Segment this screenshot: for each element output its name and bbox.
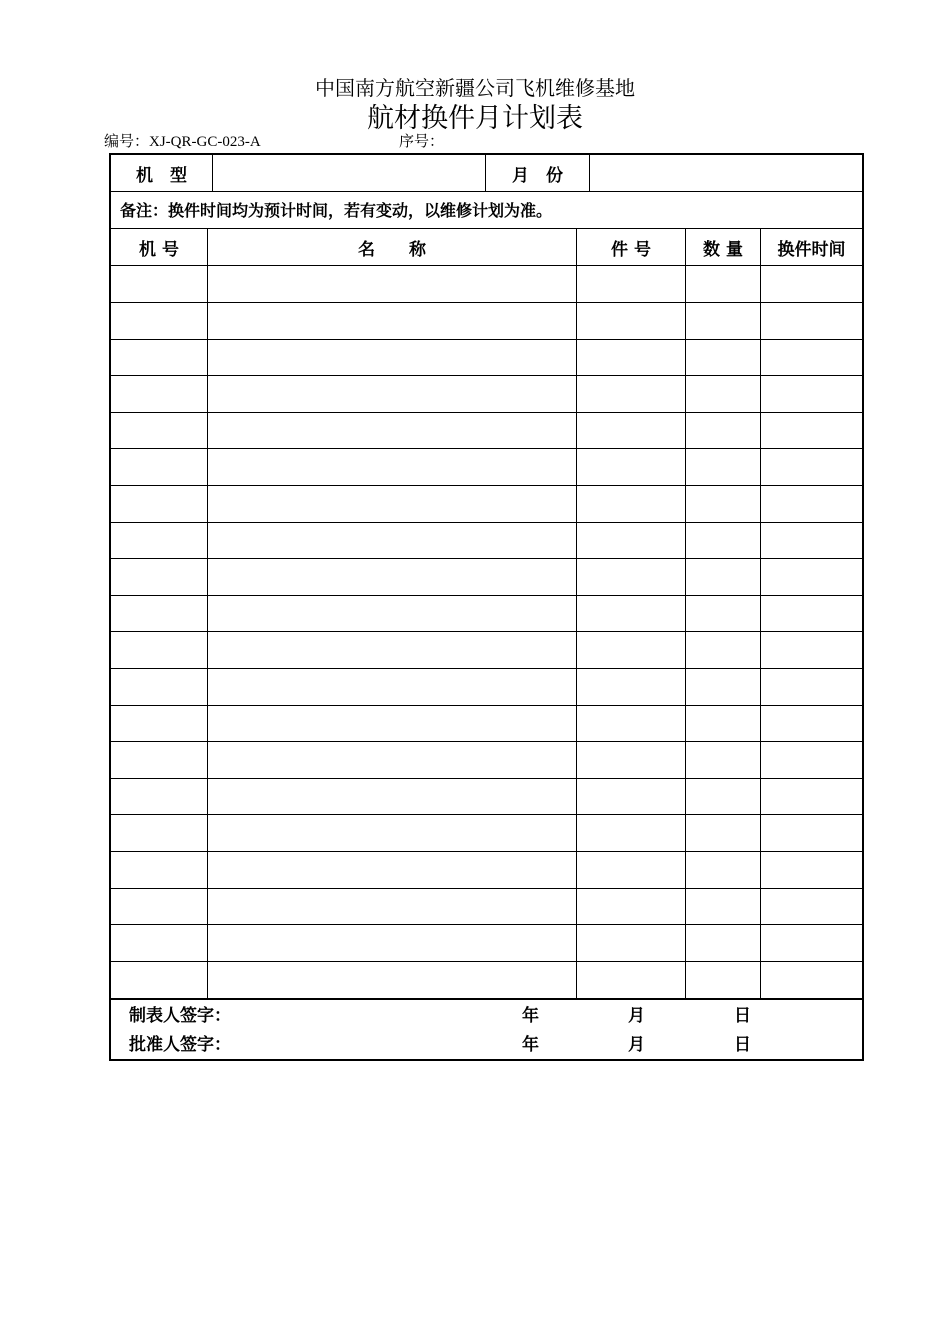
aircraft-no-cell[interactable] xyxy=(111,815,207,851)
part-no-cell[interactable] xyxy=(577,778,685,814)
part-no-cell[interactable] xyxy=(577,961,685,997)
quantity-cell[interactable] xyxy=(686,449,760,485)
aircraft-no-cell[interactable] xyxy=(111,522,207,558)
column-header-quantity: 数 量 xyxy=(703,239,743,260)
month-field[interactable] xyxy=(590,155,862,191)
quantity-cell[interactable] xyxy=(686,303,760,339)
aircraft-no-cell[interactable] xyxy=(111,376,207,412)
table-row xyxy=(111,486,862,522)
replace-time-cell[interactable] xyxy=(761,961,862,997)
part-no-cell[interactable] xyxy=(577,925,685,961)
table-row xyxy=(111,742,862,778)
quantity-cell[interactable] xyxy=(686,522,760,558)
column-header-aircraft-no: 机 号 xyxy=(139,239,179,260)
part-no-cell[interactable] xyxy=(577,852,685,888)
name-cell[interactable] xyxy=(208,559,576,595)
aircraft-no-cell[interactable] xyxy=(111,852,207,888)
replace-time-cell[interactable] xyxy=(761,669,862,705)
name-cell[interactable] xyxy=(208,705,576,741)
table-row xyxy=(111,669,862,705)
replace-time-cell[interactable] xyxy=(761,522,862,558)
approver-day-label: 日 xyxy=(734,1035,751,1055)
replace-time-cell[interactable] xyxy=(761,303,862,339)
quantity-cell[interactable] xyxy=(686,888,760,924)
aircraft-no-cell[interactable] xyxy=(111,449,207,485)
name-cell[interactable] xyxy=(208,339,576,375)
table-row xyxy=(111,925,862,961)
aircraft-no-cell[interactable] xyxy=(111,412,207,448)
quantity-cell[interactable] xyxy=(686,266,760,302)
approver-year-label: 年 xyxy=(522,1035,539,1055)
name-cell[interactable] xyxy=(208,522,576,558)
aircraft-no-cell[interactable] xyxy=(111,778,207,814)
replace-time-cell[interactable] xyxy=(761,376,862,412)
table-row xyxy=(111,412,862,448)
part-no-cell[interactable] xyxy=(577,669,685,705)
table-row xyxy=(111,559,862,595)
aircraft-no-cell[interactable] xyxy=(111,303,207,339)
part-no-cell[interactable] xyxy=(577,815,685,851)
name-cell[interactable] xyxy=(208,778,576,814)
note-text: 备注：换件时间均为预计时间，若有变动，以维修计划为准。 xyxy=(120,200,553,220)
replace-time-cell[interactable] xyxy=(761,815,862,851)
table-row xyxy=(111,778,862,814)
column-header-replace-time: 换件时间 xyxy=(777,239,846,260)
aircraft-no-cell[interactable] xyxy=(111,742,207,778)
name-cell[interactable] xyxy=(208,669,576,705)
name-cell[interactable] xyxy=(208,852,576,888)
name-cell[interactable] xyxy=(208,632,576,668)
aircraft-no-cell[interactable] xyxy=(111,961,207,997)
aircraft-no-cell[interactable] xyxy=(111,266,207,302)
approver-signature-label: 批准人签字： xyxy=(129,1035,231,1055)
replace-time-cell[interactable] xyxy=(761,266,862,302)
table-row xyxy=(111,303,862,339)
part-no-cell[interactable] xyxy=(577,522,685,558)
quantity-cell[interactable] xyxy=(686,559,760,595)
name-cell[interactable] xyxy=(208,412,576,448)
name-cell[interactable] xyxy=(208,303,576,339)
approver-month-label: 月 xyxy=(628,1035,645,1055)
aircraft-no-cell[interactable] xyxy=(111,925,207,961)
replace-time-cell[interactable] xyxy=(761,925,862,961)
table-row xyxy=(111,961,862,997)
quantity-cell[interactable] xyxy=(686,852,760,888)
quantity-cell[interactable] xyxy=(686,961,760,997)
quantity-cell[interactable] xyxy=(686,742,760,778)
quantity-cell[interactable] xyxy=(686,486,760,522)
table-row xyxy=(111,705,862,741)
part-no-cell[interactable] xyxy=(577,595,685,631)
aircraft-no-cell[interactable] xyxy=(111,559,207,595)
quantity-cell[interactable] xyxy=(686,669,760,705)
replace-time-cell[interactable] xyxy=(761,412,862,448)
table-row xyxy=(111,266,862,302)
quantity-cell[interactable] xyxy=(686,412,760,448)
table-row xyxy=(111,632,862,668)
replace-time-cell[interactable] xyxy=(761,778,862,814)
part-no-cell[interactable] xyxy=(577,339,685,375)
quantity-cell[interactable] xyxy=(686,778,760,814)
aircraft-no-cell[interactable] xyxy=(111,669,207,705)
table-row xyxy=(111,376,862,412)
aircraft-no-cell[interactable] xyxy=(111,595,207,631)
replace-time-cell[interactable] xyxy=(761,595,862,631)
name-cell[interactable] xyxy=(208,376,576,412)
quantity-cell[interactable] xyxy=(686,595,760,631)
table-row xyxy=(111,595,862,631)
replace-time-cell[interactable] xyxy=(761,339,862,375)
maker-signature-label: 制表人签字： xyxy=(129,1006,231,1026)
quantity-cell[interactable] xyxy=(686,815,760,851)
plan-form xyxy=(109,153,864,1061)
name-cell[interactable] xyxy=(208,742,576,778)
part-no-cell[interactable] xyxy=(577,559,685,595)
organization-name: 中国南方航空新疆公司飞机维修基地 xyxy=(315,76,635,100)
aircraft-type-field[interactable] xyxy=(213,155,485,191)
form-title: 航材换件月计划表 xyxy=(367,103,583,134)
aircraft-no-cell[interactable] xyxy=(111,888,207,924)
maker-day-label: 日 xyxy=(734,1006,751,1026)
table-row xyxy=(111,339,862,375)
replace-time-cell[interactable] xyxy=(761,705,862,741)
part-no-cell[interactable] xyxy=(577,449,685,485)
name-cell[interactable] xyxy=(208,961,576,997)
part-no-cell[interactable] xyxy=(577,486,685,522)
replace-time-cell[interactable] xyxy=(761,852,862,888)
name-cell[interactable] xyxy=(208,925,576,961)
quantity-cell[interactable] xyxy=(686,339,760,375)
replace-time-cell[interactable] xyxy=(761,449,862,485)
replace-time-cell[interactable] xyxy=(761,742,862,778)
replace-time-cell[interactable] xyxy=(761,632,862,668)
part-no-cell[interactable] xyxy=(577,888,685,924)
name-cell[interactable] xyxy=(208,266,576,302)
part-no-cell[interactable] xyxy=(577,412,685,448)
quantity-cell[interactable] xyxy=(686,632,760,668)
name-cell[interactable] xyxy=(208,888,576,924)
part-no-cell[interactable] xyxy=(577,705,685,741)
aircraft-no-cell[interactable] xyxy=(111,705,207,741)
name-cell[interactable] xyxy=(208,815,576,851)
part-no-cell[interactable] xyxy=(577,266,685,302)
replace-time-cell[interactable] xyxy=(761,486,862,522)
name-cell[interactable] xyxy=(208,449,576,485)
maker-year-label: 年 xyxy=(522,1006,539,1026)
column-header-name: 名 称 xyxy=(358,239,426,260)
aircraft-no-cell[interactable] xyxy=(111,632,207,668)
name-cell[interactable] xyxy=(208,595,576,631)
table-row xyxy=(111,888,862,924)
replace-time-cell[interactable] xyxy=(761,559,862,595)
quantity-cell[interactable] xyxy=(686,376,760,412)
table-row xyxy=(111,522,862,558)
serial-number-label: 序号： xyxy=(399,134,445,150)
aircraft-type-label: 机 型 xyxy=(136,165,187,186)
month-label: 月 份 xyxy=(512,165,563,186)
table-row xyxy=(111,815,862,851)
replace-time-cell[interactable] xyxy=(761,888,862,924)
part-no-cell[interactable] xyxy=(577,632,685,668)
name-cell[interactable] xyxy=(208,486,576,522)
part-no-cell[interactable] xyxy=(577,303,685,339)
part-no-cell[interactable] xyxy=(577,376,685,412)
table-row xyxy=(111,449,862,485)
quantity-cell[interactable] xyxy=(686,705,760,741)
form-code: 编号：XJ-QR-GC-023-A xyxy=(104,134,261,150)
aircraft-no-cell[interactable] xyxy=(111,339,207,375)
aircraft-no-cell[interactable] xyxy=(111,486,207,522)
quantity-cell[interactable] xyxy=(686,925,760,961)
maker-month-label: 月 xyxy=(628,1006,645,1026)
table-row xyxy=(111,852,862,888)
part-no-cell[interactable] xyxy=(577,742,685,778)
column-header-part-no: 件 号 xyxy=(611,239,651,260)
